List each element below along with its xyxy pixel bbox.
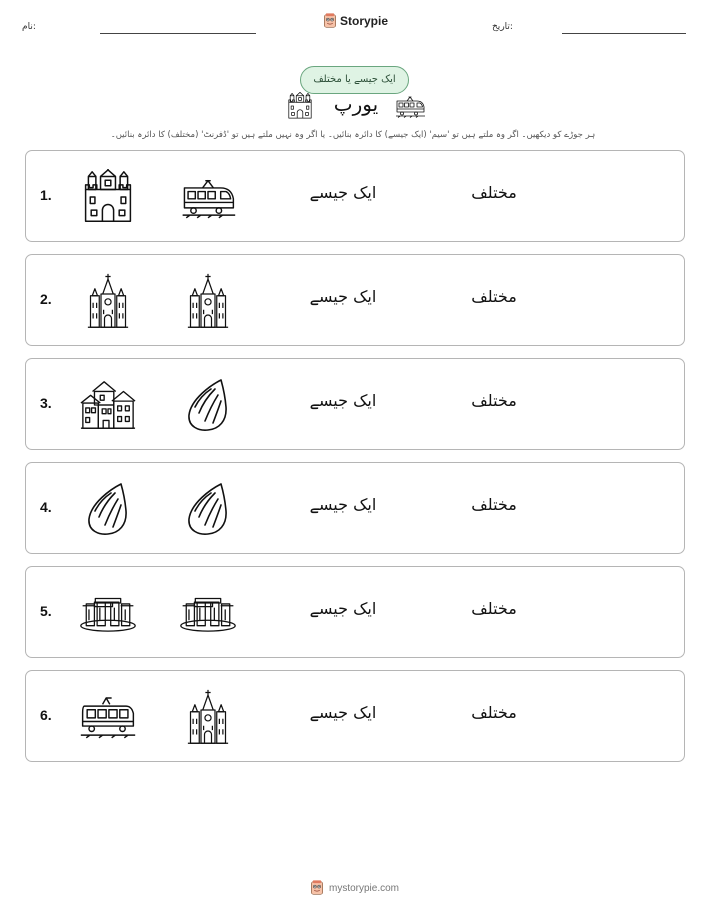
brand bbox=[323, 13, 388, 29]
footer-site[interactable]: mystorypie.com bbox=[328, 882, 399, 894]
pair-row bbox=[25, 670, 685, 762]
instructions: ہر جوڑے کو دیکھیں۔ اگر وہ ملتے ہیں تو 'سیم' (ایک جیسے) کا دائرہ بنائیں۔ یا اگر وہ نہیں ملتے ہیں تو 'ڈفرنٹ' (مختلف) کا دائرہ بنائیں۔ bbox=[110, 130, 596, 140]
different-option[interactable]: مختلف bbox=[471, 287, 517, 306]
same-option[interactable]: ایک جیسے bbox=[309, 495, 377, 514]
village-houses-icon bbox=[79, 377, 137, 433]
same-option[interactable]: ایک جیسے bbox=[309, 287, 377, 306]
date-label: تاریخ: bbox=[492, 22, 513, 32]
almond-icon bbox=[179, 481, 237, 537]
same-option[interactable]: ایک جیسے bbox=[309, 391, 377, 410]
train-icon bbox=[393, 94, 427, 118]
title-row bbox=[284, 92, 429, 122]
almond-icon bbox=[79, 481, 137, 537]
name-label: نام: bbox=[22, 22, 36, 32]
same-option[interactable]: ایک جیسے bbox=[309, 703, 377, 722]
pair-row bbox=[25, 462, 685, 554]
different-option[interactable]: مختلف bbox=[471, 391, 517, 410]
row-number: 1. bbox=[40, 187, 52, 203]
different-option[interactable]: مختلف bbox=[471, 495, 517, 514]
row-number: 3. bbox=[40, 395, 52, 411]
row-number: 4. bbox=[40, 499, 52, 515]
different-option[interactable]: مختلف bbox=[471, 183, 517, 202]
cathedral-icon bbox=[179, 273, 237, 329]
tram-icon bbox=[79, 689, 137, 745]
storypie-logo-icon bbox=[310, 880, 324, 896]
pair-row bbox=[25, 566, 685, 658]
pair-row bbox=[25, 150, 685, 242]
pair-row bbox=[25, 358, 685, 450]
almond-icon bbox=[179, 377, 237, 433]
pair-row bbox=[25, 254, 685, 346]
worksheet-header bbox=[0, 0, 709, 50]
train-icon bbox=[179, 169, 237, 225]
worksheet-type-pill: ایک جیسے یا مختلف bbox=[300, 66, 409, 94]
row-number: 2. bbox=[40, 291, 52, 307]
brand-name: Storypie bbox=[340, 14, 389, 28]
same-option[interactable]: ایک جیسے bbox=[309, 183, 377, 202]
storypie-logo-icon bbox=[323, 13, 337, 29]
stonehenge-icon bbox=[179, 585, 237, 641]
row-number: 6. bbox=[40, 707, 52, 723]
footer bbox=[0, 880, 709, 896]
worksheet-title: یورپ bbox=[333, 92, 379, 116]
cathedral-icon bbox=[179, 689, 237, 745]
stonehenge-icon bbox=[79, 585, 137, 641]
date-blank-line bbox=[562, 33, 686, 34]
name-blank-line bbox=[100, 33, 256, 34]
different-option[interactable]: مختلف bbox=[471, 599, 517, 618]
different-option[interactable]: مختلف bbox=[471, 703, 517, 722]
same-option[interactable]: ایک جیسے bbox=[309, 599, 377, 618]
cathedral-icon bbox=[79, 273, 137, 329]
castle-icon bbox=[79, 169, 137, 225]
castle-icon bbox=[284, 92, 316, 120]
row-number: 5. bbox=[40, 603, 52, 619]
